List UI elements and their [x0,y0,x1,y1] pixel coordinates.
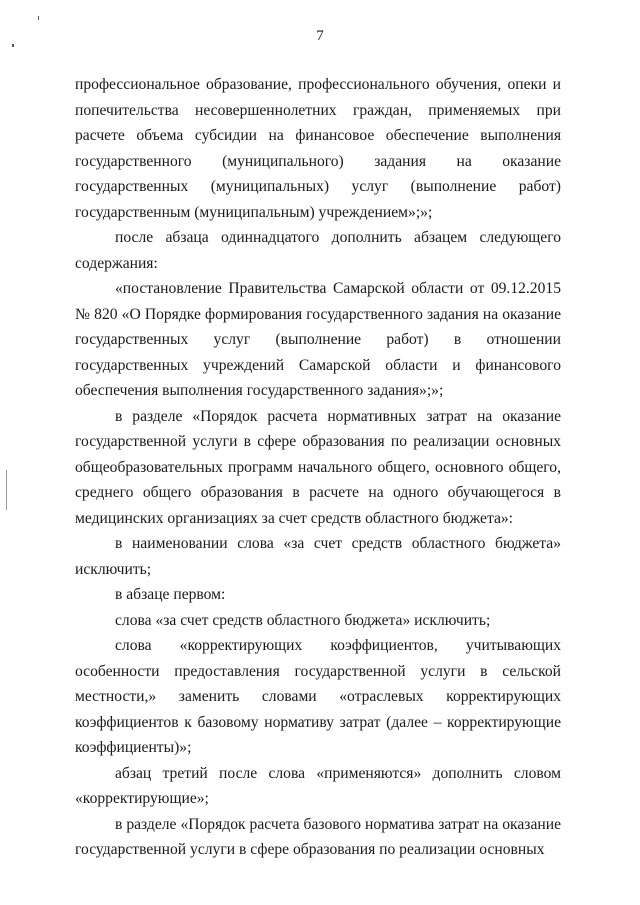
paragraph: слова «корректирующих коэффициентов, учитывающих особенности предоставления государственной услуги в сельской местности,» заменить словами «отраслевых корректирующих коэффициентов к базовому нормативу затрат (далее – корректирующие коэффициенты)»; [75,637,561,756]
paragraph: после абзаца одиннадцатого дополнить абзацем следующего содержания: [75,229,561,272]
scan-artifact [6,470,7,510]
paragraph: слова «за счет средств областного бюджета» исключить; [115,611,491,629]
page-number: 7 [316,28,324,44]
paragraph: в разделе «Порядок расчета базового норматива затрат на оказание государственной услуги в сфере образования по реализации основных [75,815,561,858]
paragraph: абзац третий после слова «применяются» дополнить словом «корректирующие»; [75,764,561,807]
paragraph: «постановление Правительства Самарской области от 09.12.2015 № 820 «О Порядке формирования государственного задания на оказание государственных услуг (выполнение работ) в отношении государственных учреждений Самарской области и финансового обеспечения выполнения государственного задания»;»; [75,280,561,399]
paragraph: профессиональное образование, профессионального обучения, опеки и попечительства несовершеннолетних граждан, применяемых при расчете объема субсидии на финансовое обеспечение выполнения государственного (муниципального) задания на оказание государственных (муниципальных) услуг (выполнение работ) государственным (муниципальным) учреждением»;»; [75,76,561,221]
paragraph: в абзаце первом: [115,586,226,603]
paragraph: в наименовании слова «за счет средств областного бюджета» исключить; [75,535,561,578]
paragraph: в разделе «Порядок расчета нормативных затрат на оказание государственной услуги в сфере образования по реализации основных общеобразовательных программ начального общего, основного общего, среднего общего образования в расчете на одного обучающегося в медицинских организациях за счет средств областного бюджета»: [75,407,561,527]
document-body [75,72,561,863]
scan-artifact [38,16,39,20]
